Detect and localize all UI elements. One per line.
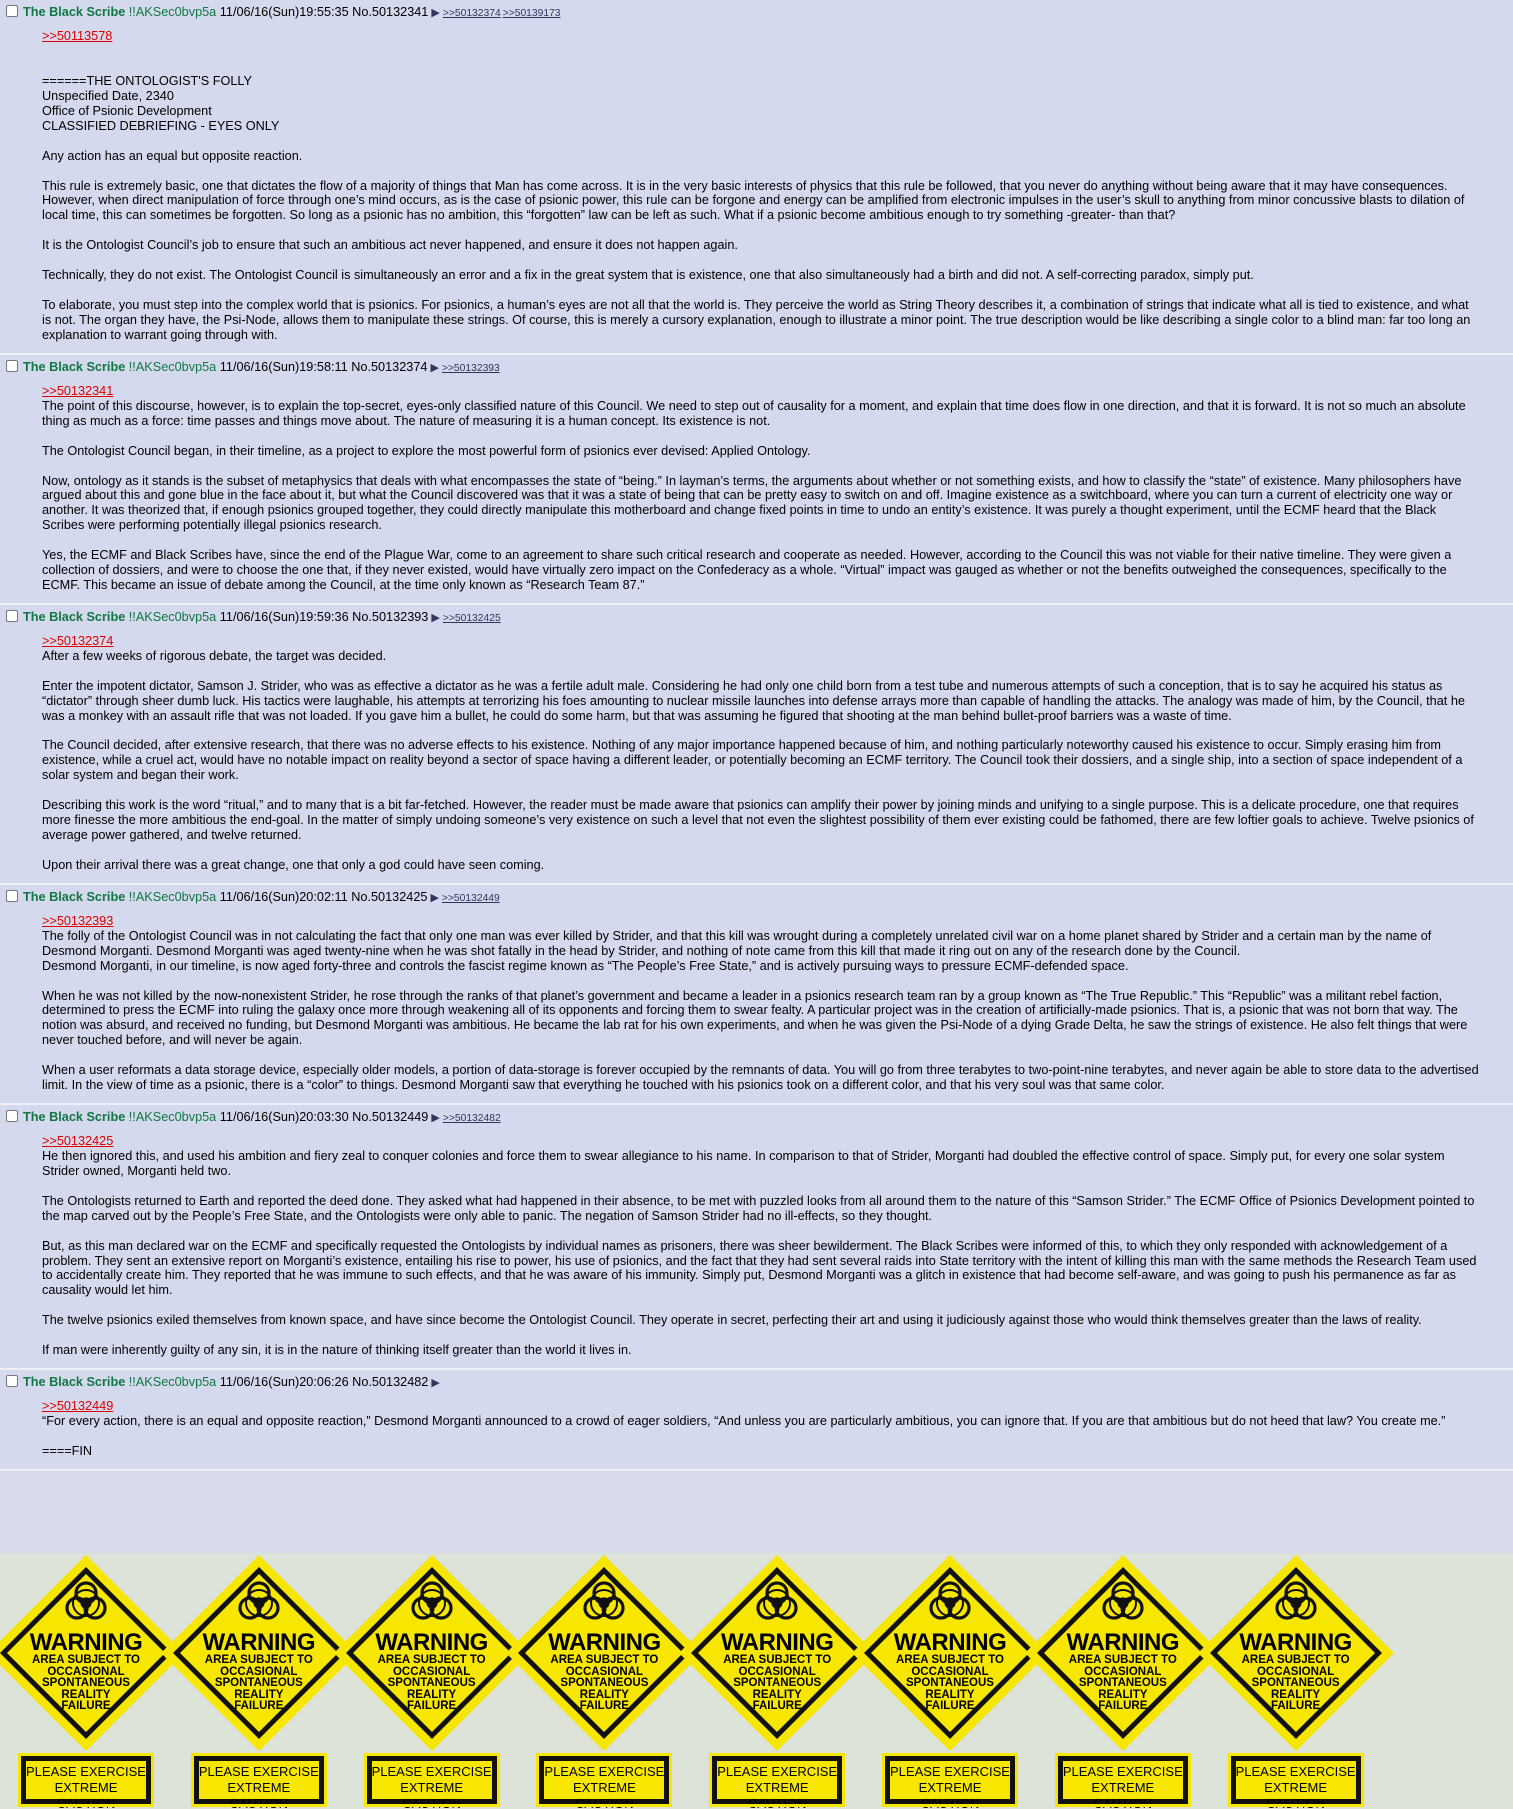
poster-name: The Black Scribe xyxy=(23,1375,126,1390)
warning-line: SPONTANEOUS xyxy=(733,1677,822,1689)
warning-line: AREA SUBJECT TO xyxy=(1241,1654,1350,1666)
warning-subtext xyxy=(1023,1655,1223,1713)
post-datetime: 11/06/16(Sun)19:59:36 xyxy=(219,609,349,624)
warning-line: REALITY xyxy=(234,1688,284,1701)
post-menu-arrow-icon[interactable]: ▶ xyxy=(431,1377,440,1390)
post-paragraph: But, as this man declared war on the ECMF and specifically requested the Ontologists by individual names as prisoners, there was sheer bewilderment. The Black Scribes were informed of this, to which they only responded with acknowledgement of a problem. They sent an extensive report on Morganti’s existence, entailing his rise to power, his use of psionics, and the fact that they had sent several raids into State territory with the intent of killing this man with the same methods the Research Team used to accidentally create him. They reported that he was immune to such effects, and that he was aware of his immunity. Simply put, Desmond Morganti was a glitch in existence that had become self-aware, and was going to push his permanence as far as causality would let him. xyxy=(42,1238,1477,1298)
warning-line: OCCASIONAL xyxy=(220,1665,298,1678)
post xyxy=(0,885,1513,1105)
caution-line: EXTREME CAUTION xyxy=(572,1780,636,1809)
caution-plate xyxy=(712,1756,842,1809)
caution-plate xyxy=(1231,1756,1361,1809)
post-message xyxy=(6,1127,1481,1358)
warning-subtext xyxy=(504,1655,704,1713)
warning-title: WARNING xyxy=(1239,1629,1352,1656)
warning-line: OCCASIONAL xyxy=(738,1665,816,1678)
caution-line: EXTREME CAUTION xyxy=(400,1780,464,1809)
warning-line: OCCASIONAL xyxy=(392,1665,471,1678)
post-header xyxy=(6,1372,1481,1392)
post-paragraph: The Ontologists returned to Earth and reported the deed done. They asked what had happened in their absence, to be met with puzzled looks from all around them to the nature of this “Samson Strider.” The ECMF Office of Psionics Development pointed to the map carved out by the People’s Free State, and the Ontologists were only able to panic. The negation of Samson Strider had no ill-effects, so they thought. xyxy=(42,1193,1475,1223)
warning-line: OCCASIONAL xyxy=(1256,1665,1335,1678)
warning-line: FAILURE xyxy=(579,1700,629,1712)
warning-line: FAILURE xyxy=(234,1700,284,1712)
caution-line: PLEASE EXERCISE xyxy=(544,1764,665,1779)
post-paragraph: This rule is extremely basic, one that dictates the flow of a majority of things that Man has come across. It is in the very basic interests of physics that this rule be followed, that you never do anything without being aware that it may have consequences. However, when direct manipulation of force through one’s mind occurs, as is the case of psionic power, this rule can be forgone and energy can be amplified from electronic impulses in the user’s skull to anything from minor concussive blasts to dilation of local time, this can sometimes be forgotten. So long as a psionic has no ambition, this “forgotten” law can be left as such. What if a psionic become ambitious enough to try something -greater- than that? xyxy=(42,178,1465,223)
post-paragraph: ======THE ONTOLOGIST'S FOLLY Unspecified Date, 2340 Office of Psionic Development CLASSIFIED DEBRIEFING - EYES ONLY xyxy=(42,74,280,133)
post-number-link[interactable]: No.50132425 xyxy=(351,889,428,904)
backlink[interactable]: >>50132393 xyxy=(441,362,500,374)
post-paragraph: When he was not killed by the now-nonexistent Strider, he rose through the ranks of that planet’s government and became a leader in a psionics research team ran by a group known as “The True Republic.” This “Republic” was a militant rebel faction, determined to press the ECMF into ruling the galaxy once more through weakening all of its opponents and forcing them to swear fealty. A particular project was in the creation of artificially-made psionics. That is, a psionic that was not born that way. The notion was absurd, and received no funding, but Desmond Morganti was ambitious. He became the lab rat for his own experiments, and when he was given the Psi-Node of a dying Grade Delta, he saw the strings of existence. He also felt things that were never touched before, and will never be again. xyxy=(42,988,1468,1048)
caution-line: EXTREME CAUTION xyxy=(745,1780,809,1809)
poster-name: The Black Scribe xyxy=(23,1109,126,1124)
warning-subtext xyxy=(1196,1655,1396,1713)
warning-title: WARNING xyxy=(1066,1629,1180,1656)
warning-subtext xyxy=(332,1655,532,1713)
warning-line: SPONTANEOUS xyxy=(1251,1677,1340,1689)
tripcode: !!AKSec0bvp5a xyxy=(128,5,217,19)
post-select-checkbox[interactable] xyxy=(6,5,18,17)
post xyxy=(0,605,1513,885)
post-paragraph: Any action has an equal but opposite reaction. xyxy=(42,148,303,163)
post-datetime: 11/06/16(Sun)19:58:11 xyxy=(219,359,348,374)
post xyxy=(0,1105,1513,1370)
poster-name: The Black Scribe xyxy=(23,359,126,374)
caution-line: EXTREME CAUTION xyxy=(227,1780,291,1809)
post-paragraph: The point of this discourse, however, is to explain the top-secret, eyes-only classified nature of this Council. We need to step out of causality for a moment, and explain that time does flow in one direction, and that it is forward. It is not so much an absolute thing as much as a force: time passes and things move about. The nature of measuring it is a human concept. Its existence is not. xyxy=(42,398,1466,428)
warning-subtext xyxy=(159,1655,359,1713)
warning-title: WARNING xyxy=(548,1629,661,1656)
post-menu-arrow-icon[interactable]: ▶ xyxy=(430,361,439,374)
quote-link[interactable]: >>50132341 xyxy=(42,383,114,398)
warning-line: SPONTANEOUS xyxy=(214,1677,303,1689)
warning-line: FAILURE xyxy=(61,1700,111,1712)
post-number-link[interactable]: No.50132374 xyxy=(351,359,428,374)
post xyxy=(0,0,1513,355)
post-paragraph: The Council decided, after extensive research, that there was no adverse effects to his existence. Nothing of any major importance happened because of him, and nothing particularly noteworthy caused his existence to occur. Simply erasing him from existence, while a cruel act, would have no notable impact on reality beyond a sector of space having a different leader, or potentially becoming an ECMF territory. The Council took their dossiers, and a single ship, into a section of space independent of a solar system and began their work. xyxy=(42,738,1463,783)
quote-link[interactable]: >>50132425 xyxy=(42,1133,114,1148)
poster-name: The Black Scribe xyxy=(23,5,126,19)
post-datetime: 11/06/16(Sun)20:03:30 xyxy=(219,1109,349,1124)
caution-line: EXTREME CAUTION xyxy=(918,1780,982,1809)
post-select-checkbox[interactable] xyxy=(6,360,18,372)
caution-plate xyxy=(885,1756,1015,1809)
post-number-link[interactable]: No.50132449 xyxy=(352,1109,429,1124)
backlink[interactable]: >>50132425 xyxy=(442,612,501,624)
warning-line: AREA SUBJECT TO xyxy=(723,1654,832,1666)
caution-line: EXTREME CAUTION xyxy=(54,1780,118,1809)
warning-line: SPONTANEOUS xyxy=(906,1677,994,1689)
post xyxy=(0,355,1513,605)
post-header xyxy=(6,357,1481,377)
warning-line: SPONTANEOUS xyxy=(387,1677,476,1689)
post-menu-arrow-icon[interactable]: ▶ xyxy=(430,891,439,904)
quote-link[interactable]: >>50132449 xyxy=(42,1399,114,1414)
warning-line: AREA SUBJECT TO xyxy=(32,1654,140,1666)
post-datetime: 11/06/16(Sun)20:02:11 xyxy=(219,889,348,904)
warning-sign xyxy=(504,1553,704,1809)
post-paragraph: Describing this work is the word “ritual,” and to many that is a bit far-fetched. However, the reader must be made aware that psionics can amplify their power by joining minds and unifying to a single purpose. This is a delicate procedure, one that requires more finesse the more ambitious the end-goal. In the matter of simply undoing someone’s very existence on such a level that not even the slightest possibility of them ever existing could be fathomed, there are few loftier goals to achieve. Twelve psionics of average power gathered, and twelve returned. xyxy=(42,798,1474,842)
caution-line: EXTREME CAUTION xyxy=(1091,1780,1155,1809)
warning-line: AREA SUBJECT TO xyxy=(1068,1654,1177,1666)
warning-line: AREA SUBJECT TO xyxy=(204,1654,313,1666)
warning-line: OCCASIONAL xyxy=(1084,1665,1162,1678)
warning-line: REALITY xyxy=(1270,1688,1321,1701)
tripcode: !!AKSec0bvp5a xyxy=(128,1109,217,1124)
backlink[interactable]: >>50132482 xyxy=(442,1112,501,1124)
post-select-checkbox[interactable] xyxy=(6,1110,18,1122)
backlink[interactable]: >>50132449 xyxy=(441,892,500,904)
warning-title: WARNING xyxy=(893,1629,1007,1656)
warning-title: WARNING xyxy=(29,1629,143,1656)
warning-sign xyxy=(1023,1553,1223,1809)
tripcode: !!AKSec0bvp5a xyxy=(128,609,217,624)
quote-link[interactable]: >>50132393 xyxy=(42,913,114,928)
warning-sign xyxy=(159,1553,359,1809)
post-message xyxy=(6,1392,1481,1459)
post-paragraph: The folly of the Ontologist Council was in not calculating the fact that only one man was ever killed by Strider, and that this kill was wrought during a completely unrelated civil war on a home planet shared by Strider and a certain man by the name of Desmond Morganti. Desmond Morganti was aged twenty-nine when he was shot fatally in the head by Strider, and nothing of note came from this kill that made it ring out on any of the research done by the Council. Desmond Morganti, in our timeline, is now aged forty-three and controls the fascist regime known as “The People’s Free State,” and is actively pursuing ways to pressure ECMF-defended space. xyxy=(42,928,1432,973)
warning-sign xyxy=(1196,1553,1396,1809)
post-select-checkbox[interactable] xyxy=(6,890,18,902)
poster-name: The Black Scribe xyxy=(23,889,126,904)
warning-line: SPONTANEOUS xyxy=(1078,1677,1167,1689)
caution-line: PLEASE EXERCISE xyxy=(26,1764,146,1779)
warning-line: FAILURE xyxy=(406,1700,457,1712)
warning-line: OCCASIONAL xyxy=(911,1665,989,1678)
warning-line: REALITY xyxy=(752,1688,802,1701)
warning-line: AREA SUBJECT TO xyxy=(896,1654,1004,1666)
post-menu-arrow-icon[interactable]: ▶ xyxy=(431,611,440,624)
warning-subtext xyxy=(850,1655,1050,1713)
post-paragraph: When a user reformats a data storage device, especially older models, a portion of data-storage is forever occupied by the remnants of data. You will go from three terabytes to two-point-nine terabytes, and never again be able to store data to the advertised limit. In the view of time as a psionic, there is a “color” to things. Desmond Morganti saw that everything he touched with his psionics took on a different color, and that his very soul was that same color. xyxy=(42,1063,1479,1093)
post-paragraph: The Ontologist Council began, in their timeline, as a project to explore the most powerful form of psionics ever devised: Applied Ontology. xyxy=(42,443,811,458)
warning-sign xyxy=(677,1553,877,1809)
post-paragraph: “For every action, there is an equal and opposite reaction,” Desmond Morganti announced to a crowd of eager soldiers, “And unless you are particularly ambitious, you can ignore that. If you are that ambitious but do not heed that law? You create me.” xyxy=(42,1414,1446,1429)
post-paragraph: Technically, they do not exist. The Ontologist Council is simultaneously an error and a fix in the great system that is existence, one that also simultaneously had a birth and did not. A self-correcting paradox, simply put. xyxy=(42,268,1254,283)
warning-line: OCCASIONAL xyxy=(565,1665,644,1678)
post-paragraph: It is the Ontologist Council’s job to ensure that such an ambitious act never happened, and ensure it does not happen again. xyxy=(42,238,738,253)
warning-line: AREA SUBJECT TO xyxy=(377,1654,486,1666)
post-paragraph: If man were inherently guilty of any sin, it is in the nature of thinking itself greater than the world it lives in. xyxy=(42,1343,632,1358)
caution-line: PLEASE EXERCISE xyxy=(1062,1764,1183,1779)
caution-line: PLEASE EXERCISE xyxy=(1235,1764,1356,1779)
post-message xyxy=(6,627,1481,873)
post-number-link[interactable]: No.50132341 xyxy=(352,5,429,19)
post-message xyxy=(6,22,1481,343)
warning-line: FAILURE xyxy=(925,1700,975,1712)
post-paragraph: After a few weeks of rigorous debate, the target was decided. xyxy=(42,648,387,663)
warning-line: REALITY xyxy=(1098,1688,1148,1701)
post-message xyxy=(6,377,1481,593)
post-menu-arrow-icon[interactable]: ▶ xyxy=(431,1111,440,1124)
warning-subtext xyxy=(677,1655,877,1713)
post-select-checkbox[interactable] xyxy=(6,610,18,622)
caution-plate xyxy=(367,1756,497,1809)
warning-title: WARNING xyxy=(202,1629,316,1656)
post-paragraph: Now, ontology as it stands is the subset of metaphysics that deals with what encompasses the state of “being.” In layman’s terms, the arguments about whether or not something exists, and how to classify the “state” of existence. Many philosophers have argued about this and gone blue in the face about it, but what the Council discovered was that it was a state of being that can be pretty easy to switch on and off. Imagine existence as a switchboard, where you can turn a current of electricity one way or another. It was theorized that, if enough psionics grouped together, they could directly manipulate this motherboard and change fixed points in time to undo an entity’s existence. It was purely a thought experiment, until the ECMF heard that the Black Scribes were performing potentially illegal psionics research. xyxy=(42,473,1462,533)
post-paragraph: ====FIN xyxy=(42,1443,93,1458)
backlink[interactable]: >>50139173 xyxy=(502,8,561,19)
post-datetime: 11/06/16(Sun)19:55:35 xyxy=(219,5,349,19)
post-message xyxy=(6,907,1481,1093)
post-paragraph: Upon their arrival there was a great change, one that only a god could have seen coming. xyxy=(42,857,545,872)
post-menu-arrow-icon[interactable]: ▶ xyxy=(431,7,440,19)
backlink[interactable]: >>50132374 xyxy=(442,8,501,19)
post xyxy=(0,1370,1513,1471)
post-number-link[interactable]: No.50132482 xyxy=(352,1375,429,1390)
post-number-link[interactable]: No.50132393 xyxy=(352,609,429,624)
warning-line: SPONTANEOUS xyxy=(42,1677,130,1689)
warning-sign xyxy=(850,1553,1050,1809)
warning-title: WARNING xyxy=(375,1629,488,1656)
poster-name: The Black Scribe xyxy=(23,609,126,624)
warning-line: REALITY xyxy=(61,1688,111,1701)
warning-banner-image xyxy=(0,1553,1513,1809)
post-header xyxy=(6,1107,1481,1127)
post-paragraph: To elaborate, you must step into the complex world that is psionics. For psionics, a human’s eyes are not all that the world is. They perceive the world as String Theory describes it, a combination of strings that indicate what all is tied to existence, and what is not. The organ they have, the Psi-Node, allows them to manipulate these strings. Of course, this is merely a cursory explanation, enough to illustrate a minor point. The true description would be like describing a single color to a blind man: far too long an explanation to warrant going through with. xyxy=(42,298,1471,342)
caution-plate xyxy=(194,1756,324,1809)
post-select-checkbox[interactable] xyxy=(6,1375,18,1387)
warning-line: FAILURE xyxy=(1098,1700,1148,1712)
quote-link[interactable]: >>50113578 xyxy=(42,29,113,43)
caution-line: PLEASE EXERCISE xyxy=(717,1764,838,1779)
caution-line: PLEASE EXERCISE xyxy=(890,1764,1010,1779)
caution-line: PLEASE EXERCISE xyxy=(198,1764,319,1779)
caution-plate xyxy=(539,1756,669,1809)
warning-line: OCCASIONAL xyxy=(47,1665,125,1678)
warning-line: FAILURE xyxy=(752,1700,802,1712)
post-paragraph: He then ignored this, and used his ambition and fiery zeal to conquer colonies and force them to swear allegiance to his name. In comparison to that of Strider, Morganti had doubled the effective control of space. Simply put, for every one solar system Strider owned, Morganti held two. xyxy=(42,1148,1445,1178)
warning-line: SPONTANEOUS xyxy=(560,1677,649,1689)
warning-line: AREA SUBJECT TO xyxy=(550,1654,659,1666)
tripcode: !!AKSec0bvp5a xyxy=(128,1375,217,1390)
warning-line: REALITY xyxy=(579,1688,629,1701)
warning-title: WARNING xyxy=(720,1629,834,1656)
caution-line: EXTREME CAUTION xyxy=(1264,1780,1328,1809)
tripcode: !!AKSec0bvp5a xyxy=(128,359,217,374)
warning-line: REALITY xyxy=(406,1688,457,1701)
post-paragraph: Enter the impotent dictator, Samson J. Strider, who was as effective a dictator as he was a fertile adult male. Considering he had only one child born from a test tube and numerous attempts of such a conception, that is to say he acquired his status as “dictator” through sheer dumb luck. His tactics were laughable, his attempts at terrorizing his foes amounting to nuclear missile launches into defense arrays more than capable of handling the attacks. The analogy was made of him, by the Council, that he was a monkey with an assault rifle that was not loaded. If you gave him a bullet, he could do some harm, but that was assuming he figured that shooting at the man behind bullet-proof barriers was a waste of time. xyxy=(42,678,1465,723)
post-header xyxy=(6,2,1481,22)
caution-plate xyxy=(1058,1756,1188,1809)
post-header xyxy=(6,607,1481,627)
blank-lines xyxy=(42,44,1481,74)
post-paragraph: Yes, the ECMF and Black Scribes have, since the end of the Plague War, come to an agreement to share such critical research and cooperate as needed. However, according to the Council this was not viable for their native timeline. They were given a collection of dossiers, and were to choose the one that, if they never existed, would have virtually zero impact on the Confederacy as a whole. “Virtual” impact was gauged as whether or not the benefits outweighed the consequences, specifically to the ECMF. This became an issue of debate among the Council, at the time only known as “Research Team 87.” xyxy=(42,548,1452,592)
post-paragraph: The twelve psionics exiled themselves from known space, and have since become the Ontologist Council. They operate in secret, perfecting their art and using it judiciously against those who would think themselves greater than the laws of reality. xyxy=(42,1313,1422,1328)
post-datetime: 11/06/16(Sun)20:06:26 xyxy=(219,1375,349,1390)
caution-line: PLEASE EXERCISE xyxy=(371,1764,492,1779)
warning-sign xyxy=(332,1553,532,1809)
tripcode: !!AKSec0bvp5a xyxy=(128,889,217,904)
post-header xyxy=(6,887,1481,907)
quote-link[interactable]: >>50132374 xyxy=(42,633,114,648)
caution-plate xyxy=(21,1756,151,1809)
warning-line: REALITY xyxy=(925,1688,975,1701)
warning-line: FAILURE xyxy=(1270,1700,1321,1712)
